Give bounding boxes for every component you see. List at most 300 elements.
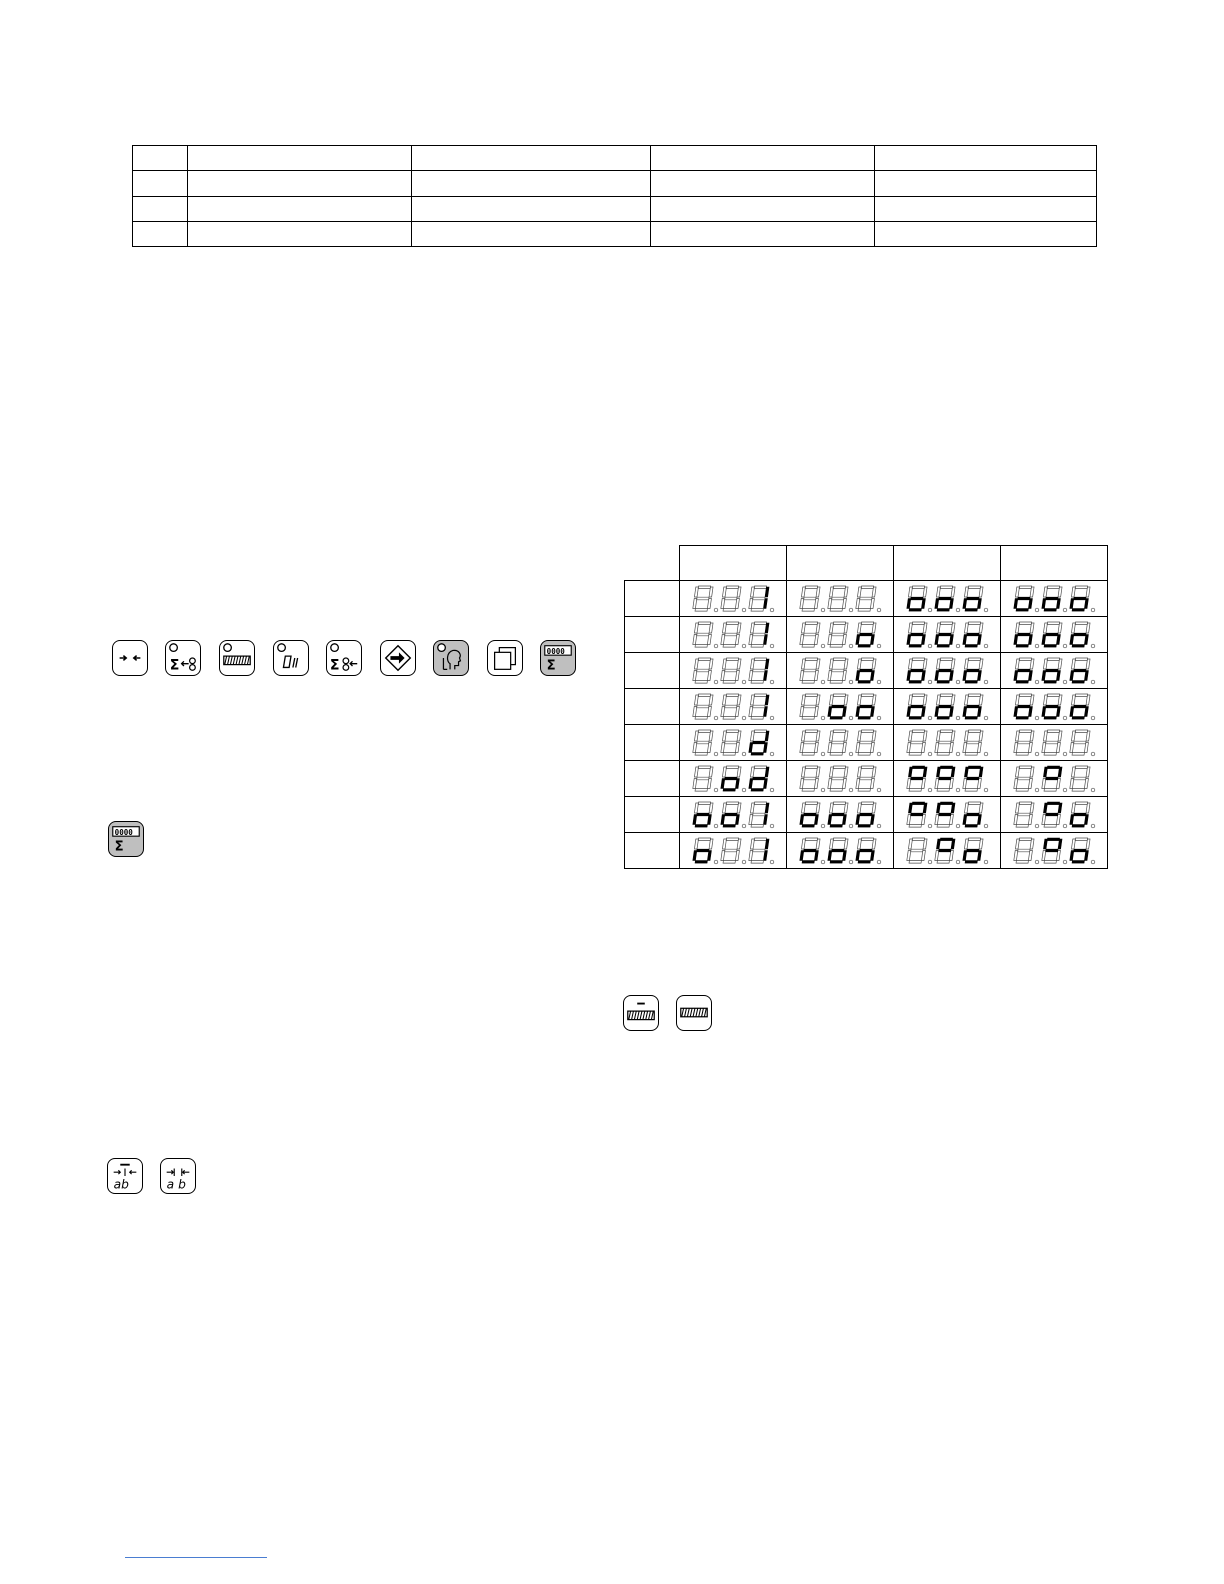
segment-display-cell [1001,761,1108,797]
seven-segment-digit [720,694,741,719]
segment-display-cell [894,581,1001,617]
decimal-point [1091,608,1095,612]
seven-segment-display [1009,691,1099,722]
decimal-point [1035,860,1039,864]
decimal-point [877,680,881,684]
decimal-point [928,752,932,756]
decimal-point [849,608,853,612]
decimal-point [1063,680,1067,684]
seven-segment-digit [692,586,713,611]
seven-segment-digit [799,586,820,611]
decimal-point [849,860,853,864]
decimal-point [821,644,825,648]
narrow-key[interactable] [112,640,148,676]
decimal-point [1063,716,1067,720]
seven-segment-digit [827,694,848,719]
decimal-point [1091,644,1095,648]
seven-segment-digit [1069,694,1090,719]
seven-segment-digit [934,802,955,827]
decimal-point [742,860,746,864]
svg-text:0000: 0000 [114,827,133,837]
segment-display-cell [680,689,787,725]
seven-segment-digit [906,766,927,791]
segment-display-cell [787,725,894,761]
seven-segment-display [795,583,885,614]
seven-segment-digit [748,802,769,827]
seven-segment-display [795,727,885,758]
seven-segment-digit [1041,658,1062,683]
seven-segment-digit [962,586,983,611]
decimal-point [928,608,932,612]
seven-segment-digit [962,622,983,647]
seven-segment-digit [692,658,713,683]
decimal-point [770,824,774,828]
seven-segment-digit [827,802,848,827]
seven-segment-digit [827,658,848,683]
seven-segment-digit [962,838,983,863]
learn-key[interactable] [433,640,469,676]
sum-recall-key[interactable] [326,640,362,676]
barcode-key[interactable] [219,640,255,676]
segment-display-cell [787,617,894,653]
seven-segment-display [902,619,992,650]
decimal-point [849,824,853,828]
seven-segment-digit [748,658,769,683]
table-row [133,196,1097,221]
narrow-arrows-icon [113,641,147,675]
seven-segment-digit [1041,802,1062,827]
decimal-point [849,680,853,684]
decimal-point [877,860,881,864]
decimal-point [877,824,881,828]
seven-segment-digit [692,694,713,719]
segment-display-cell [680,653,787,689]
decimal-point [770,752,774,756]
decimal-point [956,680,960,684]
seven-segment-display [902,727,992,758]
seven-segment-digit [748,766,769,791]
decimal-point [928,788,932,792]
seven-segment-digit [827,766,848,791]
seven-segment-digit [1013,838,1034,863]
seven-segment-display [795,763,885,794]
decimal-point [849,716,853,720]
decimal-point [984,608,988,612]
seven-segment-display [1009,727,1099,758]
seven-segment-digit [1013,694,1034,719]
column-header [1001,546,1108,581]
seven-segment-digit [1069,838,1090,863]
gap-minus-icon [108,1159,142,1193]
head-learn-icon [434,641,468,675]
decimal-point [956,752,960,756]
row-label-cell [625,617,680,653]
total-sum-icon [109,822,143,856]
seven-segment-digit [934,766,955,791]
barcode-minus-icon [624,996,658,1030]
seven-segment-digit [906,802,927,827]
decimal-point [984,824,988,828]
seven-segment-display [1009,619,1099,650]
seven-segment-digit [855,694,876,719]
decimal-point [849,752,853,756]
decimal-point [877,608,881,612]
seven-segment-display [795,619,885,650]
decimal-point [1063,752,1067,756]
column-header [787,546,894,581]
decimal-point [821,824,825,828]
decimal-point [1063,788,1067,792]
seven-segment-digit [1041,622,1062,647]
segment-display-cell [1001,797,1108,833]
table-row [133,221,1097,246]
decimal-point [1035,716,1039,720]
seven-segment-digit [962,658,983,683]
seven-segment-digit [692,766,713,791]
seven-segment-digit [827,838,848,863]
seven-segment-digit [962,730,983,755]
decimal-point [956,788,960,792]
decimal-point [770,716,774,720]
segment-display-cell [680,617,787,653]
seven-segment-display [688,763,778,794]
table-row [625,725,1108,761]
segment-display-cell [680,725,787,761]
table-row [625,653,1108,689]
seven-segment-display [1009,799,1099,830]
seven-segment-digit [827,622,848,647]
decimal-point [1091,788,1095,792]
seven-segment-display [902,799,992,830]
segment-display-cell [1001,653,1108,689]
total-key-reference[interactable] [108,821,144,857]
seven-segment-digit [855,658,876,683]
decimal-point [821,788,825,792]
decimal-point [1063,860,1067,864]
decimal-point [956,716,960,720]
seven-segment-digit [1069,730,1090,755]
seven-segment-digit [934,658,955,683]
seven-segment-digit [799,802,820,827]
segment-display-cell [1001,833,1108,869]
decimal-point [1035,680,1039,684]
segment-display-cell [894,725,1001,761]
seven-segment-digit [748,622,769,647]
decimal-point [877,752,881,756]
seven-segment-digit [906,694,927,719]
seven-segment-digit [934,586,955,611]
decimal-point [821,608,825,612]
decimal-point [742,716,746,720]
decimal-point [1091,824,1095,828]
seven-segment-digit [855,622,876,647]
seven-segment-digit [827,730,848,755]
table-row [625,689,1108,725]
decimal-point [877,788,881,792]
seven-segment-display [688,727,778,758]
decimal-point [714,716,718,720]
decimal-point [984,680,988,684]
seven-segment-digit [1069,586,1090,611]
seven-segment-display [688,655,778,686]
barcode-icon [220,641,254,675]
seven-segment-display [795,655,885,686]
header-table [132,145,1097,247]
seven-segment-digit [799,694,820,719]
seven-segment-digit [1013,622,1034,647]
segment-display-cell [1001,617,1108,653]
seven-segment-digit [799,838,820,863]
row-label-cell [625,833,680,869]
seven-segment-digit [1013,730,1034,755]
table-row [133,146,1097,171]
row-label-cell [625,797,680,833]
seven-segment-digit [720,622,741,647]
decimal-point [877,716,881,720]
segment-display-cell [787,833,894,869]
table-row [133,171,1097,196]
decimal-point [849,644,853,648]
segment-display-cell [787,761,894,797]
segment-display-cell [894,617,1001,653]
seven-segment-digit [720,838,741,863]
decimal-point [1091,716,1095,720]
seven-segment-digit [906,658,927,683]
seven-segment-digit [855,802,876,827]
decimal-point [928,644,932,648]
copy-pages-icon [488,641,522,675]
seven-segment-digit [1013,586,1034,611]
seven-segment-digit [1041,694,1062,719]
gap-plus-key[interactable] [160,1158,196,1194]
decimal-point [877,644,881,648]
row-label-cell [625,581,680,617]
zero-slash-key[interactable] [273,640,309,676]
table-row [625,833,1108,869]
barcode-icon [677,996,711,1030]
seven-segment-display [902,691,992,722]
seven-segment-digit [1069,622,1090,647]
gap-plus-icon [161,1159,195,1193]
seven-segment-display [902,655,992,686]
seven-segment-display [902,835,992,866]
segment-display-cell [787,689,894,725]
decimal-point [928,716,932,720]
decimal-point [1091,752,1095,756]
seven-segment-display [902,763,992,794]
decimal-point [928,860,932,864]
seven-segment-display [688,619,778,650]
seven-segment-digit [799,658,820,683]
seven-segment-digit [748,694,769,719]
segment-display-cell [787,653,894,689]
decimal-point [984,860,988,864]
segment-display-cell [894,833,1001,869]
seven-segment-digit [855,766,876,791]
seven-segment-digit [934,622,955,647]
decimal-point [956,644,960,648]
table-row [625,581,1108,617]
sum-clear-icon [166,641,200,675]
seven-segment-digit [720,802,741,827]
enter-key[interactable] [380,640,416,676]
decimal-point [770,788,774,792]
decimal-point [984,788,988,792]
decimal-point [849,788,853,792]
decimal-point [742,644,746,648]
table-row [625,617,1108,653]
decimal-point [984,644,988,648]
decimal-point [770,860,774,864]
column-header [894,546,1001,581]
sum-recall-icon [327,641,361,675]
sum-clear-key[interactable] [165,640,201,676]
decimal-point [928,824,932,828]
barcode-minus-key[interactable] [623,995,659,1031]
seven-segment-display [688,835,778,866]
seven-segment-digit [1069,766,1090,791]
decimal-point [956,824,960,828]
seven-segment-digit [1013,658,1034,683]
seven-segment-digit [748,838,769,863]
seven-segment-display [795,799,885,830]
segment-display-cell [894,761,1001,797]
decimal-point [956,860,960,864]
decimal-point [714,824,718,828]
table-header-row [625,546,1108,581]
row-label-cell [625,761,680,797]
seven-segment-digit [720,586,741,611]
zero-slash-icon [274,641,308,675]
seven-segment-digit [1013,802,1034,827]
decimal-point [1035,644,1039,648]
seven-segment-display [1009,835,1099,866]
decimal-point [714,860,718,864]
row-label-cell [625,689,680,725]
seven-segment-digit [1069,802,1090,827]
seven-segment-display [688,799,778,830]
seven-segment-digit [748,586,769,611]
seven-segment-digit [720,658,741,683]
seven-segment-digit [962,802,983,827]
decimal-point [714,680,718,684]
seven-segment-digit [799,622,820,647]
seven-segment-digit [692,838,713,863]
seven-segment-digit [855,838,876,863]
seven-segment-digit [1041,766,1062,791]
segment-display-table [624,545,1108,869]
svg-text:Σ: Σ [114,839,124,855]
decimal-point [714,752,718,756]
svg-text:Σ: Σ [329,657,340,674]
decimal-point [770,680,774,684]
segment-display-cell [894,689,1001,725]
total-sum-icon [541,641,575,675]
footer-link-underline[interactable] [125,1557,267,1558]
table-row [625,797,1108,833]
row-label-cell [625,725,680,761]
copy-key[interactable] [487,640,523,676]
decimal-point [742,788,746,792]
svg-text:ab: ab [113,1177,129,1192]
segment-display-cell [894,797,1001,833]
seven-segment-digit [906,622,927,647]
seven-segment-digit [1041,730,1062,755]
seven-segment-digit [1069,658,1090,683]
decimal-point [821,752,825,756]
seven-segment-digit [934,730,955,755]
seven-segment-digit [720,730,741,755]
decimal-point [821,716,825,720]
decimal-point [1063,824,1067,828]
segment-display-cell [680,761,787,797]
barcode-key-2[interactable] [676,995,712,1031]
total-key[interactable] [540,640,576,676]
decimal-point [714,644,718,648]
gap-minus-key[interactable] [107,1158,143,1194]
segment-display-cell [787,581,894,617]
decimal-point [821,680,825,684]
decimal-point [984,716,988,720]
seven-segment-digit [906,838,927,863]
seven-segment-display [688,691,778,722]
seven-segment-digit [934,694,955,719]
seven-segment-digit [1041,586,1062,611]
seven-segment-digit [1041,838,1062,863]
seven-segment-digit [692,802,713,827]
seven-segment-digit [799,730,820,755]
segment-display-cell [1001,725,1108,761]
decimal-point [821,860,825,864]
svg-text:0000: 0000 [546,646,565,656]
decimal-point [742,752,746,756]
seven-segment-display [1009,583,1099,614]
decimal-point [770,644,774,648]
segment-display-cell [1001,581,1108,617]
decimal-point [714,608,718,612]
seven-segment-display [688,583,778,614]
segment-display-cell [787,797,894,833]
seven-segment-digit [934,838,955,863]
decimal-point [1035,752,1039,756]
decimal-point [770,608,774,612]
segment-display-cell [680,581,787,617]
seven-segment-digit [827,586,848,611]
column-header [680,546,787,581]
decimal-point [1091,680,1095,684]
seven-segment-display [902,583,992,614]
decimal-point [1035,824,1039,828]
seven-segment-display [795,691,885,722]
seven-segment-digit [692,730,713,755]
decimal-point [742,680,746,684]
svg-text:Σ: Σ [169,657,180,674]
seven-segment-digit [720,766,741,791]
decimal-point [1035,608,1039,612]
row-label-cell [625,653,680,689]
decimal-point [1063,644,1067,648]
seven-segment-display [1009,655,1099,686]
decimal-point [742,824,746,828]
segment-display-cell [894,653,1001,689]
decimal-point [1063,608,1067,612]
seven-segment-digit [962,694,983,719]
enter-arrow-icon [381,641,415,675]
seven-segment-display [795,835,885,866]
seven-segment-digit [692,622,713,647]
decimal-point [928,680,932,684]
svg-text:Σ: Σ [546,658,556,674]
